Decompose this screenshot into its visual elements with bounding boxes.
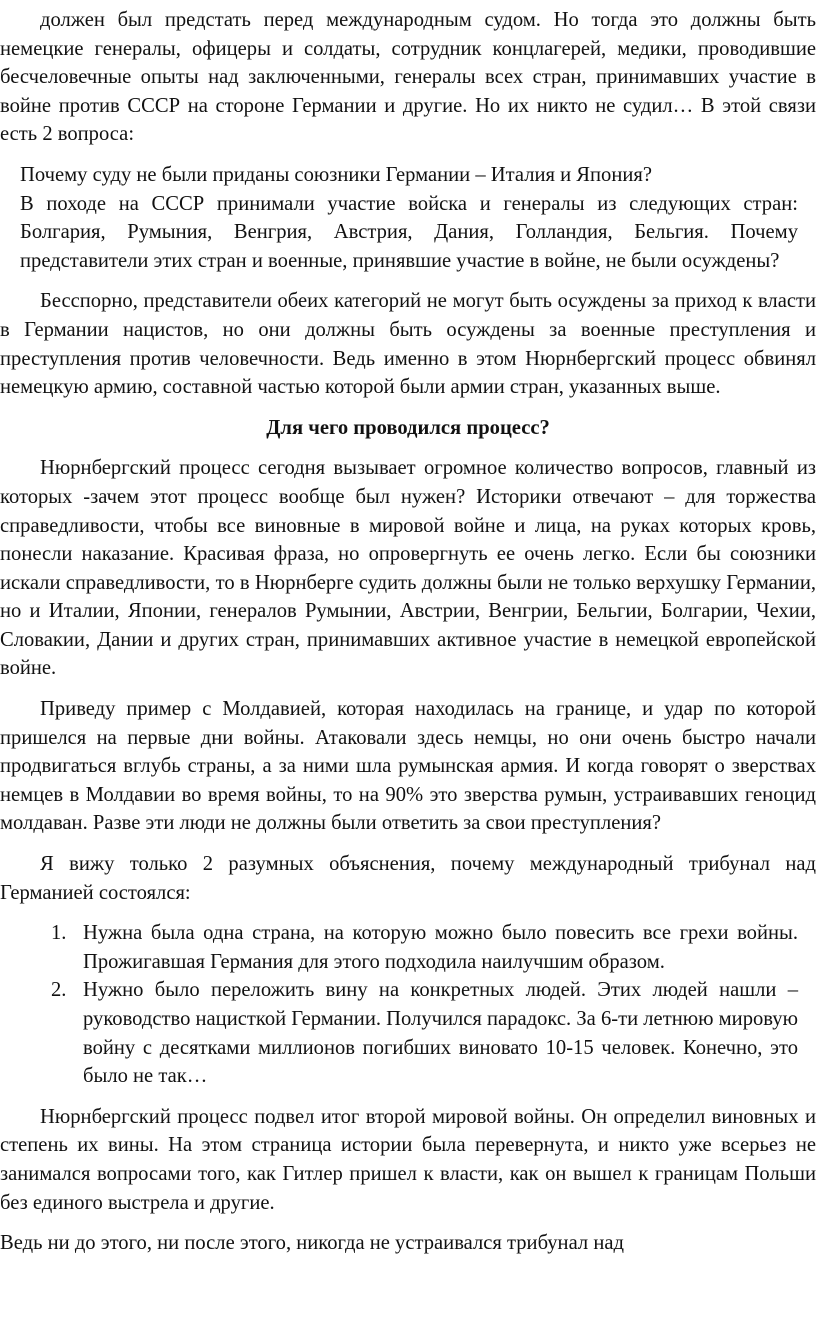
list-number: 2. (51, 979, 67, 1002)
paragraph: Ведь ни до этого, ни после этого, никогда не устраивался трибунал над (0, 1232, 624, 1255)
list-item-text: Нужно было переложить вину на конкретных людей. Этих людей нашли – руководство нацисткой Германии. Получился парадокс. За 6-ти летнюю мировую войну с десятками миллионов погибших виновато 10-15 человек. Конечно, это было не так… (83, 979, 798, 1088)
numbered-list (0, 919, 816, 1091)
question-item: Почему суду не были приданы союзники Германии – Италия и Япония? (20, 163, 652, 186)
paragraph: Я вижу только 2 разумных объяснения, почему международный трибунал над Германией состоялся: (0, 853, 816, 904)
paragraph: Бесспорно, представители обеих категорий не могут быть осуждены за приход к власти в Германии нацистов, но они должны быть осуждены за военные преступления и преступления против человечности. Ведь именно в этом Нюрнбергский процесс обвинял немецкую армию, составной частью которой были армии стран, указанных выше. (0, 290, 816, 399)
numbered-list-item (0, 976, 816, 1090)
list-number: 1. (51, 922, 67, 945)
paragraph: Нюрнбергский процесс подвел итог второй мировой войны. Он определил виновных и степень их вины. На этом страница истории была перевернута, и никто уже всерьез не занимался вопросами того, как Гитлер пришел к власти, как он вышел к границам Польши без единого выстрела и другие. (0, 1105, 816, 1214)
question-list (0, 161, 816, 275)
list-item-text: Нужна была одна страна, на которую можно было повесить все грехи войны. Прожигавшая Германия для этого подходила наилучшим образом. (83, 922, 798, 973)
paragraph: Приведу пример с Молдавией, которая находилась на границе, и удар по которой пришелся на первые дни войны. Атаковали здесь немцы, но они очень быстро начали продвигаться вглубь страны, а за ними шла румынская армия. И когда говорят о зверствах немцев в Молдавии во время войны, то на 90% это зверства румын, устраивавших геноцид молдаван. Разве эти люди не должны были ответить за свои преступления? (0, 698, 816, 835)
paragraph: должен был предстать перед международным судом. Но тогда это должны быть немецкие генералы, офицеры и солдаты, сотрудник концлагерей, медики, проводившие бесчеловечные опыты над заключенными, генералы всех стран, принимавших участие в войне против СССР на стороне Германии и другие. Но их никто не судил… В этой связи есть 2 вопроса: (0, 9, 816, 146)
numbered-list-item (0, 919, 816, 976)
question-item: В походе на СССР принимали участие войска и генералы из следующих стран: Болгария, Румыния, Венгрия, Австрия, Дания, Голландия, Бельгия. Почему представители этих стран и военные, принявшие участие в войне, не были осуждены? (20, 192, 798, 272)
section-heading: Для чего проводился процесс? (266, 416, 550, 439)
paragraph: Нюрнбергский процесс сегодня вызывает огромное количество вопросов, главный из которых -зачем этот процесс вообще был нужен? Историки отвечают – для торжества справедливости, чтобы все виновные в мировой войне и лица, на руках которых кровь, понесли наказание. Красивая фраза, но опровергнуть ее очень легко. Если бы союзники искали справедливости, то в Нюрнберге судить должны были не только верхушку Германии, но и Италии, Японии, генералов Румынии, Австрии, Венгрии, Бельгии, Болгарии, Чехии, Словакии, Дании и других стран, принимавших активное участие в немецкой европейской войне. (0, 457, 816, 680)
